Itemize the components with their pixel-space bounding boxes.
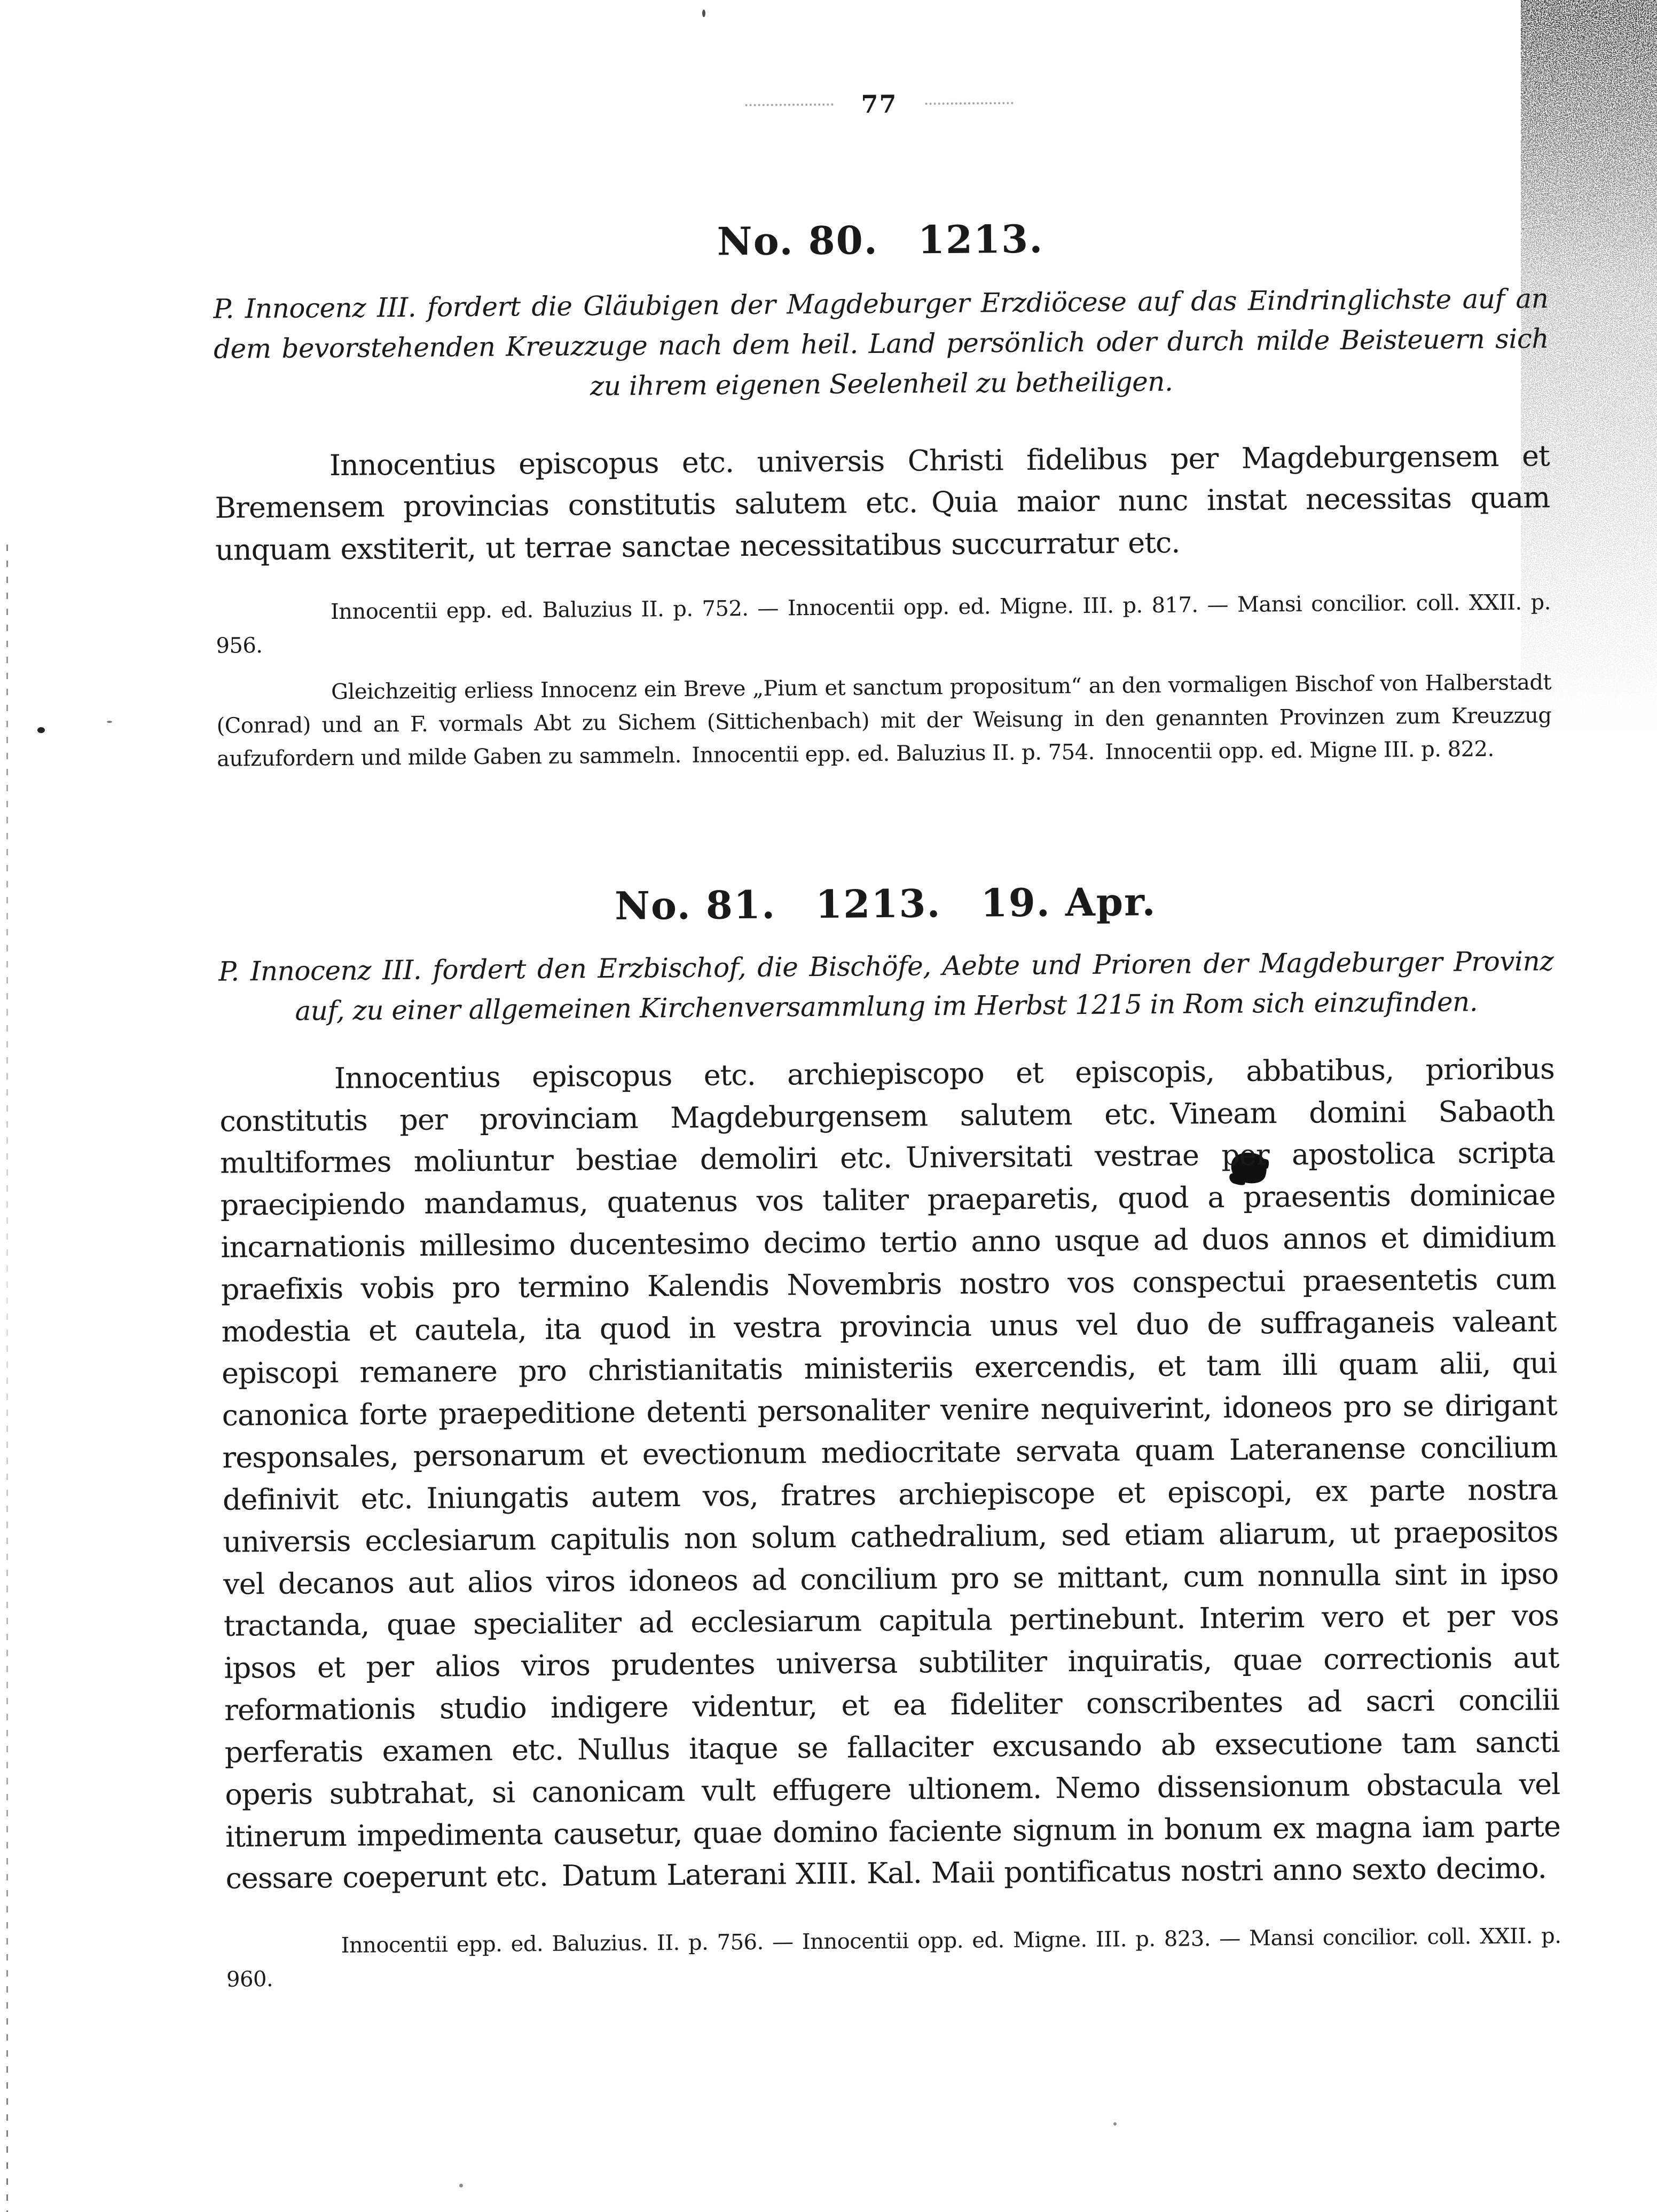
scan-speck [37,727,45,733]
scan-noise-left-edge [6,545,8,2212]
entry-80-body: Innocentius episcopus etc. universis Christi fidelibus per Magdeburgensem et Bremensem provincias constitutis salutem etc. Quia maior nunc instat necessitas quam unquam exstiterit, ut terrae sanctae necessitatibus succurratur etc. [215,438,1550,568]
entry-81-summary: P. Innocenz III. fordert den Erzbischof, die Bischöfe, Aebte und Prioren der Magdeburger Provinz auf, zu einer allgemeinen Kirchenversammlung im Herbst 1215 in Rom sich einzufinden. [218,945,1554,1027]
header-rule-left [745,104,834,106]
page-header [211,0,1547,124]
entry-81-heading: No. 81. 1213. 19. Apr. [614,879,1157,929]
entry-80-heading: No. 80. 1213. [717,216,1044,264]
entry-81-body: Innocentius episcopus etc. archiepiscopo et episcopis, abbatibus, prioribus constitutis per provinciam Magdeburgensem salutem etc. Vineam domini Sabaoth multiformes moliuntur bestiae demoliri etc. Universitati vestrae per apostolica scripta praecipiendo mandamus, quatenus vos taliter praeparetis, quod a praesentis dominicae incarnationis millesimo ducentesimo decimo tertio anno usque ad duos annos et dimidium praefixis vobis pro termino Kalendis Novembris nostro vos conspectui praesentetis cum modestia et cautela, ita quod in vestra provincia unus vel duo de suffraganeis valeant episcopi remanere pro christianitatis ministeriis exercendis, et tam illi quam alii, qui canonica forte praepeditione detenti personaliter venire nequiverint, idoneos pro se dirigant responsales, personarum et evectionum mediocritate servata quam Lateranense concilium definivit etc. Iniungatis autem vos, fratres archiepiscope et episcopi, ex parte nostra universis ecclesiarum capitulis non solum cathedralium, sed etiam aliarum, ut praepositos vel decanos aut alios viros idoneos ad concilium pro se mittant, cum nonnulla sint in ipso tractanda, quae specialiter ad ecclesiarum capitula pertinebunt. Interim vero et per vos ipsos et per alios viros prudentes universa subtiliter inquiratis, quae correctionis aut reformationis studio indigere videntur, et ea fideliter conscribentes ad sacri concilii perferatis examen etc. Nullus itaque se fallaciter excusando ab exsecutione tam sancti operis subtrahat, si canonicam vult effugere ultionem. Nemo dissensionum obstacula vel itinerum impedimenta causetur, quae domino faciente signum in bonum ex magna iam parte cessare coeperunt etc. Datum Laterani XIII. Kal. Maii pontificatus nostri anno sexto decimo. [219,1051,1561,1896]
entry-80-source-note: Innocentii epp. ed. Baluzius II. p. 752. — Innocentii opp. ed. Migne. III. p. 817. — Mansi concilior. coll. XXII. p. 956. [216,590,1551,658]
entry-80-summary: P. Innocenz III. fordert die Gläubigen der Magdeburger Erzdiöcese auf das Eindringlichste auf an dem bevorstehenden Kreuzzuge nach dem heil. Land persönlich oder durch milde Beisteuern sich zu ihrem eigenen Seelenheil zu betheiligen. [213,282,1549,402]
page-content [211,0,1561,1996]
scan-speck [459,2184,463,2187]
scan-speck [107,721,112,723]
entry-81-source-note: Innocentii epp. ed. Baluzius. II. p. 756. — Innocentii opp. ed. Migne. III. p. 823. — Mansi concilior. coll. XXII. p. 960. [226,1924,1561,1992]
scan-speck [1113,2122,1117,2126]
page-number: 77 [861,89,898,119]
header-rule-right [925,102,1014,105]
entry-no-80 [213,215,1552,776]
entry-no-81 [218,878,1561,1996]
entry-80-editorial-note: Gleichzeitig erliess Innocenz ein Breve „Pium et sanctum propositum“ an den vormaligen Bischof von Halberstadt (Conrad) und an F. vormals Abt zu Sichem (Sittichenbach) mit der Weisung in den genannten Provinzen zum Kreuzzug aufzufordern und milde Gaben zu sammeln. Innocentii epp. ed. Baluzius II. p. 754. Innocentii opp. ed. Migne III. p. 822. [216,670,1552,772]
